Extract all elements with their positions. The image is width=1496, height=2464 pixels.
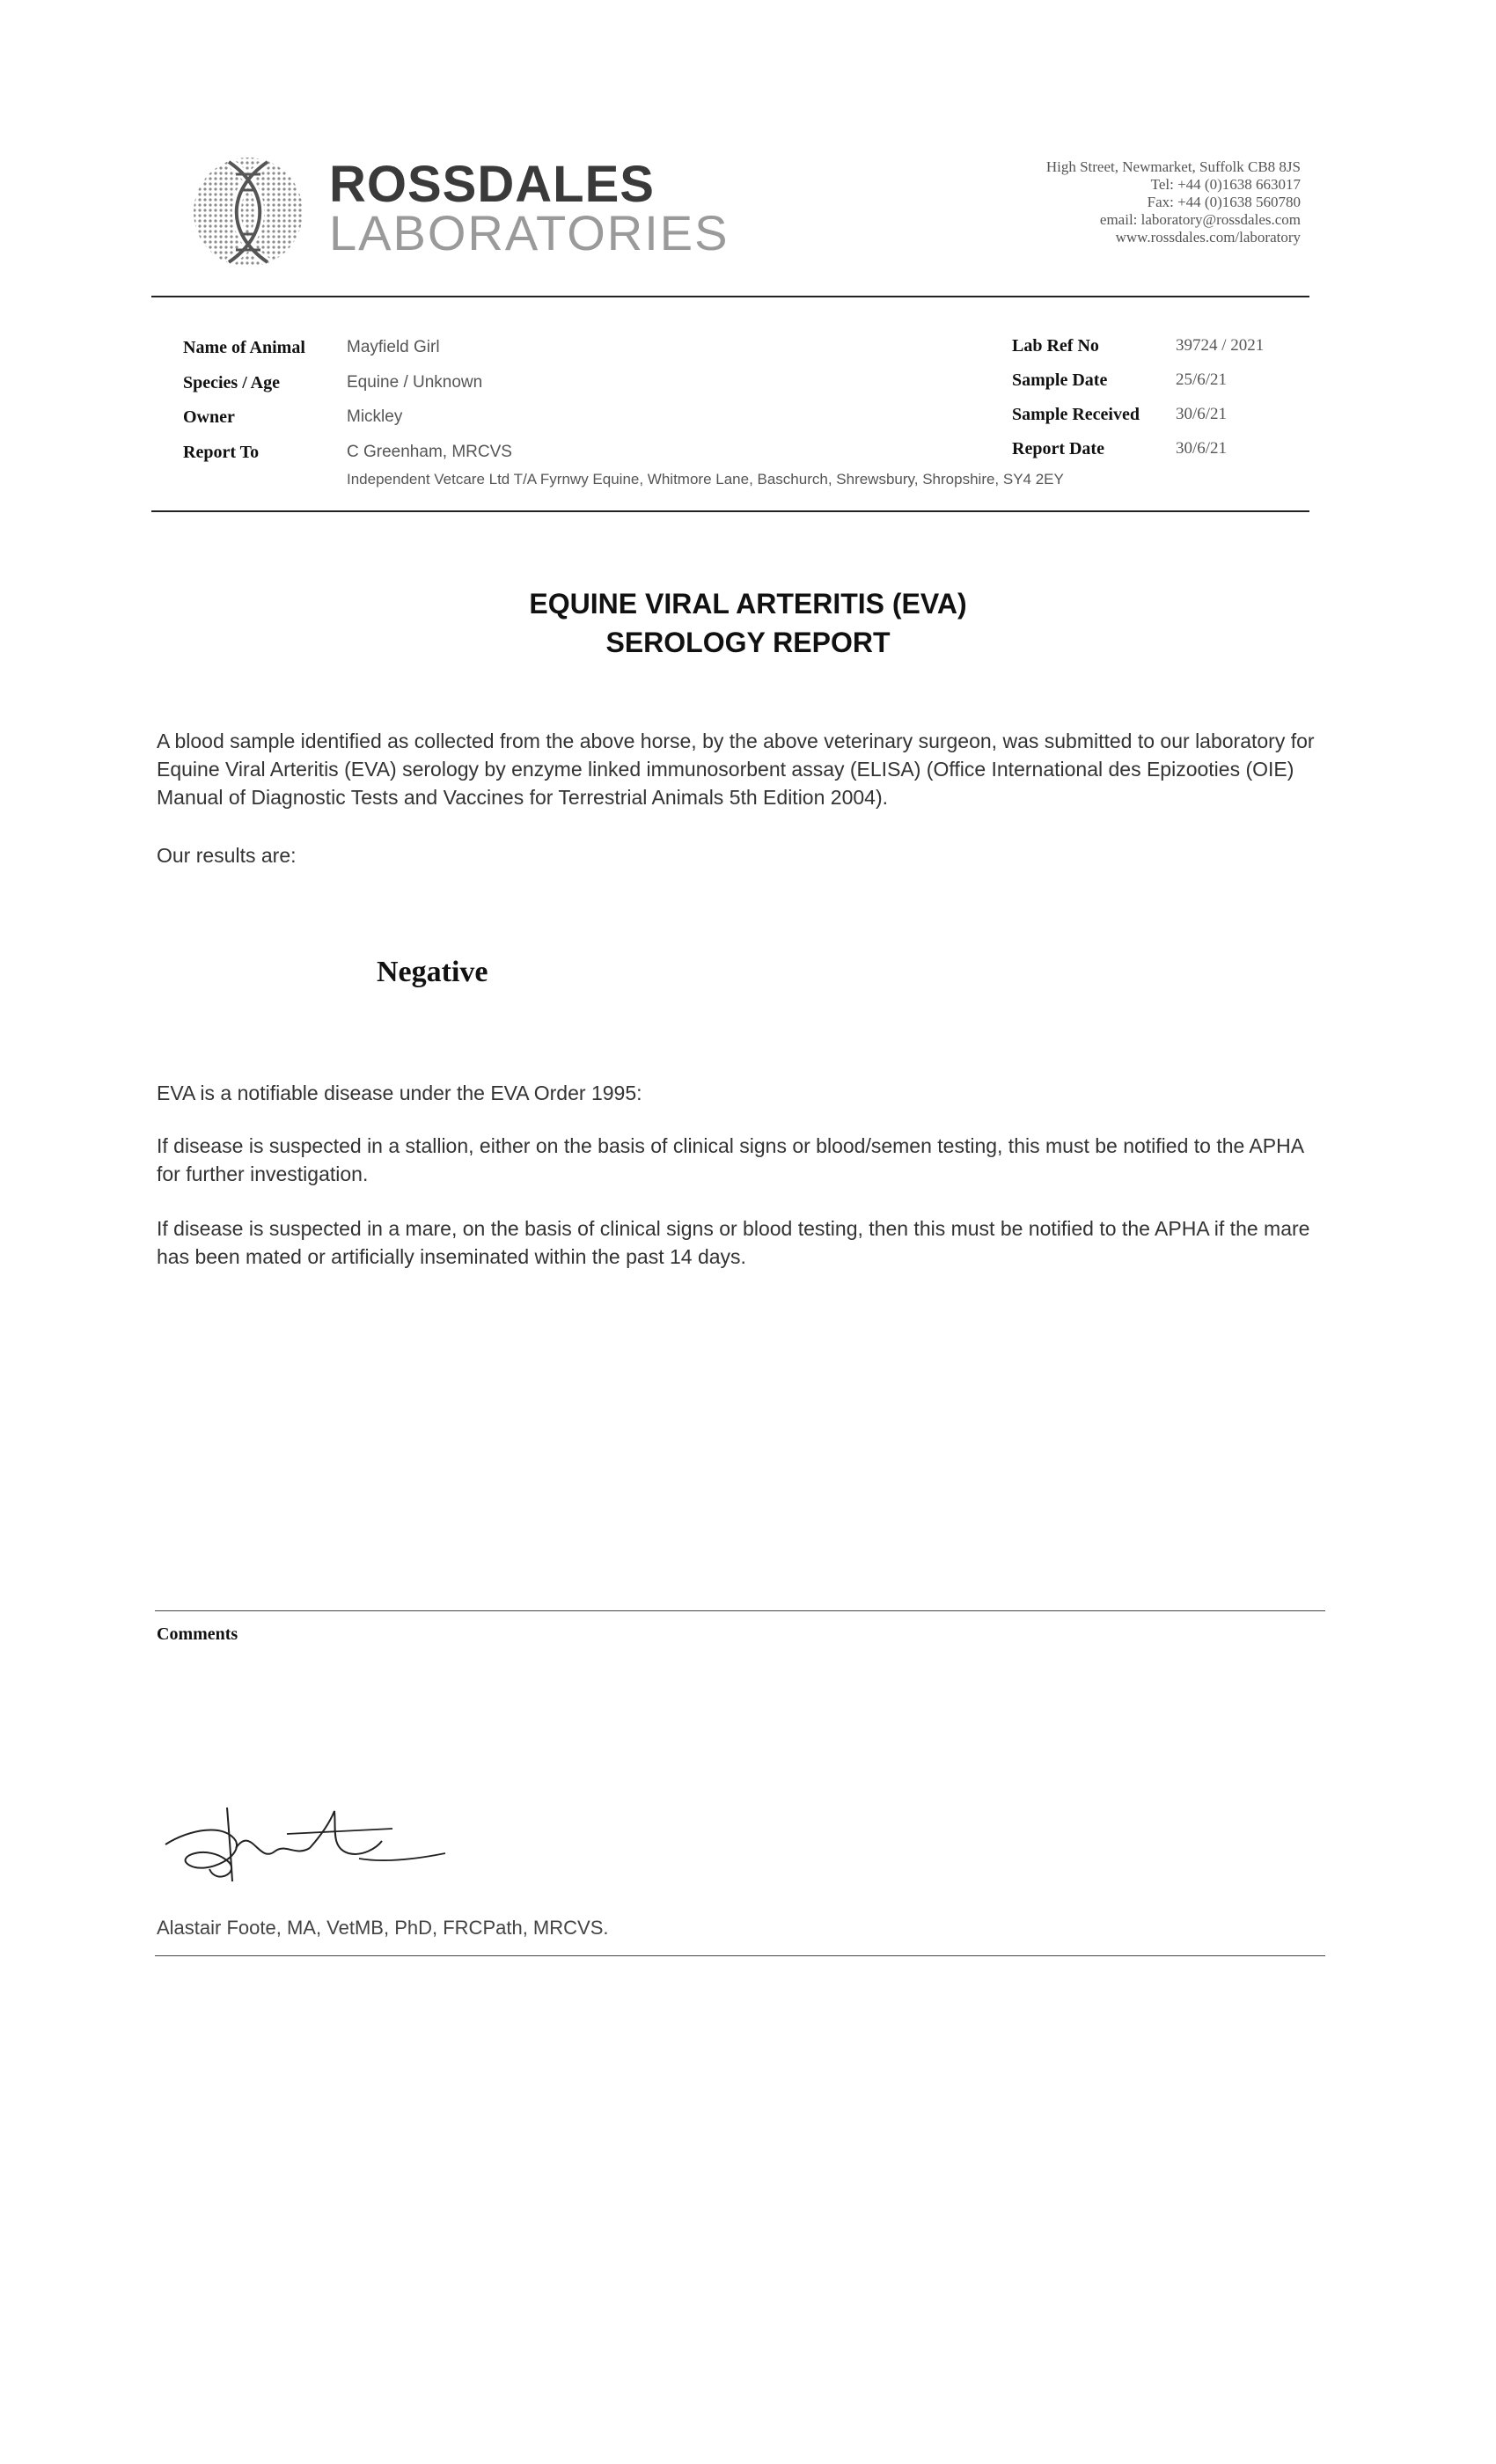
report-title: EQUINE VIRAL ARTERITIS (EVA) [529, 588, 967, 620]
address-email: email: laboratory@rossdales.com [1099, 211, 1301, 228]
test-result: Negative [377, 956, 488, 988]
label-sample-received: Sample Received [1012, 405, 1140, 424]
footer-divider [155, 1955, 1325, 1956]
signature [155, 1790, 472, 1896]
label-name-of-animal: Name of Animal [183, 338, 305, 357]
value-report-to: C Greenham, MRCVS [347, 443, 512, 461]
header-divider [151, 296, 1309, 297]
stallion-paragraph: If disease is suspected in a stallion, either on the basis of clinical signs or blood/semen testing, this must be notified to the APHA for further investigation. [157, 1134, 1303, 1185]
value-lab-ref-no: 39724 / 2021 [1176, 336, 1265, 355]
address-website: www.rossdales.com/laboratory [1115, 229, 1301, 246]
label-report-to: Report To [183, 443, 260, 462]
value-sample-received: 30/6/21 [1176, 405, 1228, 423]
intro-paragraph: A blood sample identified as collected from the above horse, by the above veterinary surgeon, was submitted to our laboratory for Equine Viral Arteritis (EVA) serology by enzyme linked immunosorbent assay (ELISA) (Office International des Epizooties (OIE) Manual of Diagnostic Tests and Vaccines for Terrestrial Animals 5th Edition 2004). [157, 730, 1315, 809]
value-report-to-address: Independent Vetcare Ltd T/A Fyrnwy Equine, Whitmore Lane, Baschurch, Shrewsbury, Shropshire, SY4 2EY [347, 471, 1064, 488]
signatory-name: Alastair Foote, MA, VetMB, PhD, FRCPath, MRCVS. [157, 1917, 609, 1939]
results-lead: Our results are: [157, 844, 297, 867]
value-owner: Mickley [347, 407, 403, 426]
value-name-of-animal: Mayfield Girl [347, 338, 440, 356]
notifiable-statement: EVA is a notifiable disease under the EVA Order 1995: [157, 1082, 642, 1104]
brand-subtitle: LABORATORIES [329, 205, 730, 260]
lab-address [1046, 158, 1301, 246]
label-report-date: Report Date [1012, 439, 1104, 458]
address-tel: Tel: +44 (0)1638 663017 [1150, 176, 1301, 193]
label-lab-ref-no: Lab Ref No [1012, 336, 1099, 356]
report-subtitle: SEROLOGY REPORT [605, 627, 891, 658]
meta-divider [151, 510, 1309, 512]
address-fax: Fax: +44 (0)1638 560780 [1147, 194, 1301, 210]
value-sample-date: 25/6/21 [1176, 370, 1228, 389]
comments-label: Comments [157, 1624, 238, 1644]
label-sample-date: Sample Date [1012, 370, 1108, 390]
comments-divider [155, 1610, 1325, 1611]
label-species-age: Species / Age [183, 373, 280, 392]
value-report-date: 30/6/21 [1176, 439, 1228, 458]
dna-logo-icon [187, 155, 310, 269]
brand-name: ROSSDALES [329, 156, 655, 213]
value-species-age: Equine / Unknown [347, 373, 483, 392]
mare-paragraph: If disease is suspected in a mare, on the basis of clinical signs or blood testing, then this must be notified to the APHA if the mare has been mated or artificially inseminated within the past 14 days. [157, 1217, 1310, 1268]
label-owner: Owner [183, 407, 235, 427]
address-street: High Street, Newmarket, Suffolk CB8 8JS [1045, 158, 1301, 175]
